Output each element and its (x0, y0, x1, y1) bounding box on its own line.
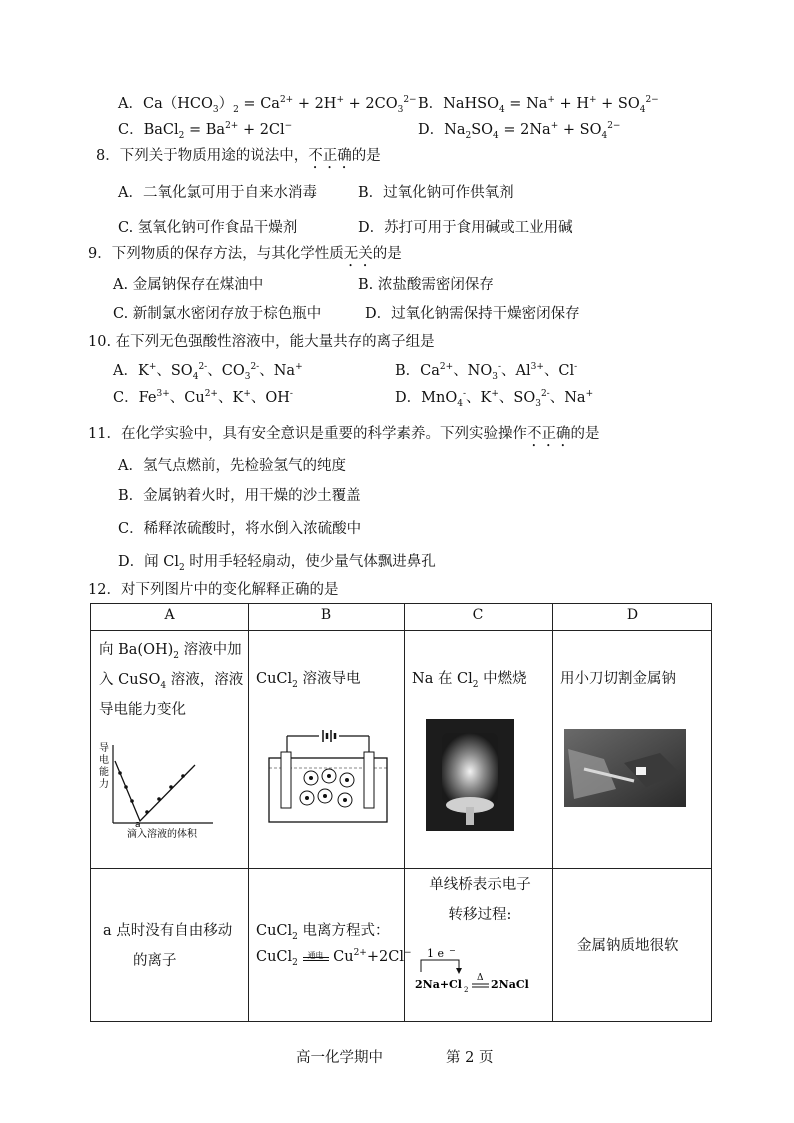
q10-option-b: B．$Ca^{2+}$、$NO_3^-$、$Al^{3+}$、Cl- (395, 362, 578, 382)
q12-stem: 12．对下列图片中的变化解释正确的是 (88, 582, 339, 598)
q11-option-a: A．氢气点燃前，先检验氢气的纯度 (118, 458, 346, 474)
svg-text:导: 导 (99, 743, 109, 754)
svg-text:1 e: 1 e (427, 947, 445, 960)
q10-option-c: C．$Fe^{3+}$、$Cu^{2+}$、K+、OH- (113, 389, 293, 406)
electron-transfer-equation (413, 944, 538, 1002)
q12-header-b: B (320, 607, 332, 623)
q12-header-c: C (472, 607, 484, 623)
svg-text:滴入溶液的体积: 滴入溶液的体积 (127, 829, 197, 839)
q12-b-description: CuCl$_2$ 溶液导电 (256, 671, 361, 690)
q8-stem: 8．下列关于物质用途的说法中，不正确的是 (96, 148, 381, 164)
svg-text:Δ: Δ (477, 973, 484, 983)
q12-c-description: Na 在 $Cl_2$ 中燃烧 (412, 671, 527, 690)
svg-text:2: 2 (464, 986, 469, 994)
svg-text:2Na+Cl: 2Na+Cl (415, 978, 462, 991)
q9-option-c: C. 新制氯水密闭存放于棕色瓶中 (113, 306, 322, 322)
footer-subject: 高一化学期中 (296, 1050, 383, 1066)
q8-option-d: D．苏打可用于食用碱或工业用碱 (358, 220, 573, 236)
svg-text:2NaCl: 2NaCl (491, 978, 529, 991)
q12-a-explanation: a 点时没有自由移动 的离子 (103, 923, 233, 969)
svg-text:a: a (135, 820, 141, 830)
q8-option-b: B．过氧化钠可作供氧剂 (358, 185, 514, 201)
cutting-sodium-photo (564, 729, 686, 807)
q7-option-d: D．$Na_2SO_4 = 2Na^+ + SO_4^{2-}$ (418, 121, 621, 141)
q11-option-b: B．金属钠着火时，用干燥的沙土覆盖 (118, 488, 361, 504)
q12-table (90, 603, 712, 1022)
q8-option-a: A．二氧化氯可用于自来水消毒 (118, 185, 317, 201)
q11-option-c: C．稀释浓硫酸时，将水倒入浓硫酸中 (118, 521, 362, 537)
footer-page-number: 第 2 页 (446, 1050, 494, 1066)
q12-c-explanation: 单线桥表示电子 转移过程: (429, 877, 531, 923)
q10-option-d: D．MnO$_4$-、K+、$SO_3^{2-}$、Na+ (395, 389, 594, 409)
sodium-burning-photo (426, 719, 514, 831)
q12-a-description: 向 $Ba(OH)_2$ 溶液中加 入 CuSO$_4$ 溶液，溶液 导电能力变化 (99, 642, 244, 718)
q9-option-a: A. 金属钠保存在煤油中 (113, 277, 264, 293)
q7-option-b: B．NaHSO$_4$ = $Na^+ + H^+ + SO_4^{2-}$ (418, 95, 659, 115)
q12-header-a: A (164, 607, 175, 623)
q12-d-description: 用小刀切割金属钠 (560, 671, 676, 687)
electrolysis-diagram (263, 728, 393, 828)
q12-header-d: D (626, 607, 639, 623)
svg-text:力: 力 (99, 779, 109, 790)
q12-b-explanation: CuCl$_2$ 电离方程式： CuCl$_2$ 通电 $Cu^{2+}+2Cl^-$ (256, 923, 412, 968)
q11-option-d: D．闻 $Cl_2$ 时用手轻轻扇动，使少量气体飘进鼻孔 (118, 554, 436, 573)
svg-text:能: 能 (99, 767, 109, 778)
q9-option-d: D．过氧化钠需保持干燥密闭保存 (365, 306, 580, 322)
q8-option-c: C. 氢氧化钠可作食品干燥剂 (118, 220, 298, 236)
q10-option-a: A．K+、$SO_4^{2-}$、$CO_3^{2-}$、Na+ (113, 362, 303, 382)
q9-stem: 9．下列物质的保存方法，与其化学性质无关的是 (88, 246, 402, 262)
conductivity-graph (95, 739, 245, 839)
svg-text:电: 电 (99, 755, 109, 766)
q7-option-c: C．BaCl$_2$ = $Ba^{2+} + 2Cl^-$ (118, 121, 293, 141)
q11-stem: 11．在化学实验中，具有安全意识是重要的科学素养。下列实验操作不正确的是 (88, 426, 600, 442)
q9-option-b: B. 浓盐酸需密闭保存 (358, 277, 494, 293)
q12-d-explanation: 金属钠质地很软 (577, 938, 679, 954)
q7-option-a: A．$Ca(HCO_3)_2 = Ca^{2+} + 2H^+ + 2CO_3^{2-}$ (118, 95, 417, 115)
svg-text:−: − (449, 946, 456, 955)
q10-stem: 10. 在下列无色强酸性溶液中，能大量共存的离子组是 (88, 334, 435, 350)
